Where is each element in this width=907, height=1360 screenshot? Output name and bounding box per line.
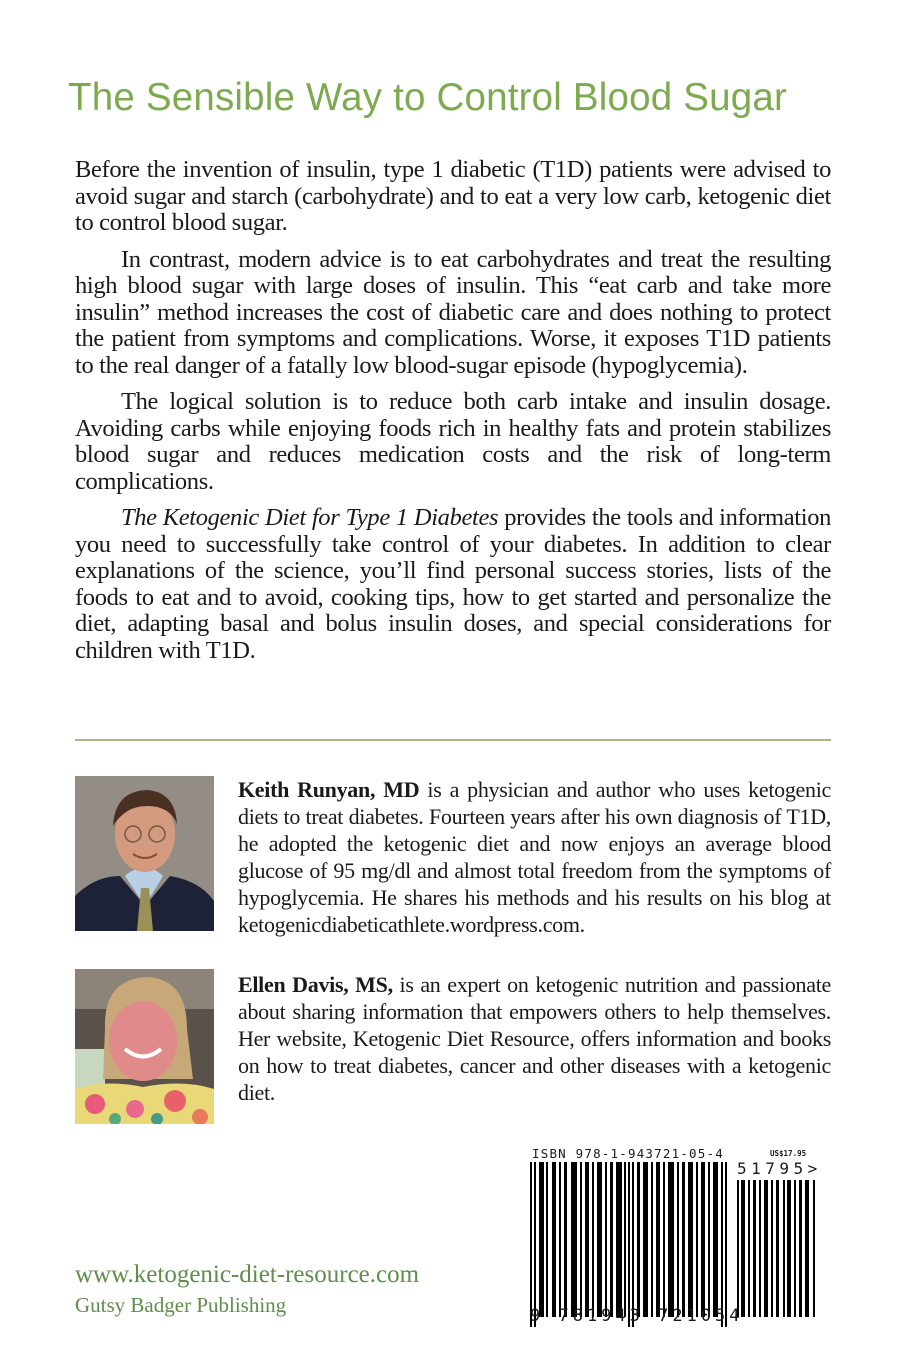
section-divider [75, 739, 831, 741]
paragraph-1: Before the invention of insulin, type 1 diabetic (T1D) patients were advised to avoid sugar and starch (carbohydrate) and to eat a very low carb, ketogenic diet to control blood sugar. [75, 156, 831, 236]
author-bio-ellen-davis [238, 971, 831, 1106]
author-bio-keith-runyan [238, 776, 831, 938]
author-bio-text: is a physician and author who uses ketogenic diets to treat diabetes. Fourteen years after his own diagnosis of T1D, he adopted the ketogenic diet and now enjoys an average blood glucose of 95 mg/dl and almost total freedom from the symptoms of hypoglycemia. He shares his methods and his results on his blog at ketogenicdiabeticathlete.wordpress.com. [238, 777, 831, 937]
author-photo-ellen-davis [75, 969, 214, 1124]
paragraph-4 [75, 505, 831, 664]
website-link[interactable]: www.ketogenic-diet-resource.com [75, 1261, 420, 1288]
price-label: US$17.95 [770, 1149, 807, 1158]
page-title: The Sensible Way to Control Blood Sugar [68, 76, 787, 119]
isbn-barcode [527, 1142, 827, 1332]
author-bio-text: is an expert on ketogenic nutrition and passionate about sharing information that empowers others to help themselves. Her website, Ketogenic Diet Resource, offers information and books on how to treat diabetes, cancer and other diseases with a ketogenic diet. [238, 972, 831, 1105]
isbn-label: ISBN 978-1-943721-05-4 [532, 1146, 724, 1161]
paragraph-3: The logical solution is to reduce both carb intake and insulin dosage. Avoiding carbs while enjoying foods rich in healthy fats and protein stabilizes blood sugar and reduces medication costs and the risk of long-term complications. [75, 388, 831, 495]
barcode-digits: 9 781943 721054 [530, 1306, 744, 1326]
paragraph-2: In contrast, modern advice is to eat carbohydrates and treat the resulting high blood sugar with large doses of insulin. This “eat carb and take more insulin” method increases the cost of diabetic care and does nothing to protect the patient from symptoms and complications. Worse, it exposes T1D patients to the real danger of a fatally low blood-sugar episode (hypoglycemia). [75, 245, 831, 379]
author-name: Keith Runyan, MD [238, 777, 420, 802]
publisher-name: Gutsy Badger Publishing [75, 1293, 287, 1317]
author-name: Ellen Davis, MS, [238, 972, 393, 997]
author-photo-keith-runyan [75, 776, 214, 931]
barcode-addon-digits: 51795> [737, 1159, 822, 1178]
book-title: The Ketogenic Diet for Type 1 Diabetes [121, 504, 499, 531]
description [75, 157, 831, 674]
paragraph-4-text: provides the tools and information you need to successfully take control of your diabetes. In addition to clear explanations of the science, you’ll find personal success stories, lists of the foods to eat and to avoid, cooking tips, how to get started and personalize the diet, adapting basal and bolus insulin doses, and special considerations for children with T1D. [75, 504, 832, 664]
